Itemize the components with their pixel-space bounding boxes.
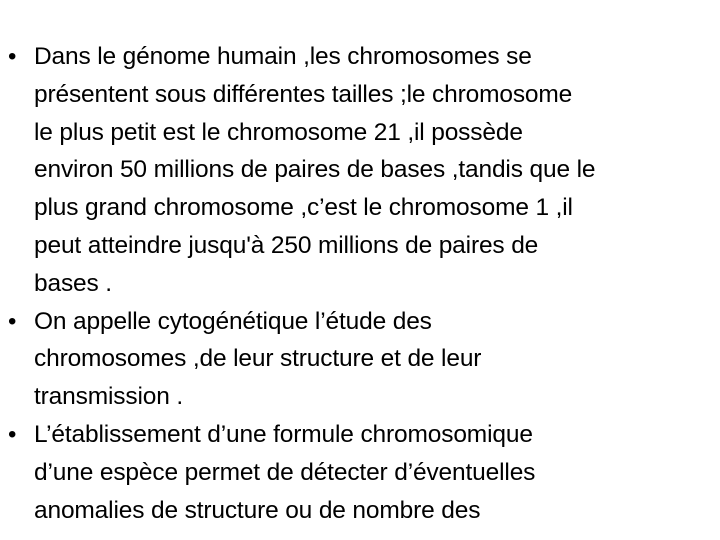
text-line: le plus petit est le chromosome 21 ,il possède [34,118,523,146]
bullet-item-genome [8,38,714,303]
text-line: plus grand chromosome ,c’est le chromosome 1 ,il [34,194,573,222]
text-line: L’établissement d’une formule chromosomique [34,420,533,448]
text-line: présentent sous différentes tailles ;le chromosome [34,80,573,108]
text-line: chromosomes ,de leur structure et de leur [34,345,482,373]
text-line: peut atteindre jusqu'à 250 millions de paires de [34,231,539,259]
bullet-icon: • [8,307,17,335]
text-line: transmission . [34,383,184,411]
bullet-item-cytogenetics [8,303,714,416]
text-line: On appelle cytogénétique l’étude des [34,307,432,335]
text-line: environ 50 millions de paires de bases ,tandis que le [34,156,596,184]
text-line: anomalies de structure ou de nombre des [34,496,481,524]
bullet-icon: • [8,420,17,448]
bullet-list [8,38,714,529]
text-line: Dans le génome humain ,les chromosomes se [34,43,532,70]
bullet-icon: • [8,43,17,70]
text-line: bases . [34,269,112,297]
bullet-item-karyotype [8,416,714,529]
text-line: d’une espèce permet de détecter d’éventuelles [34,458,536,486]
